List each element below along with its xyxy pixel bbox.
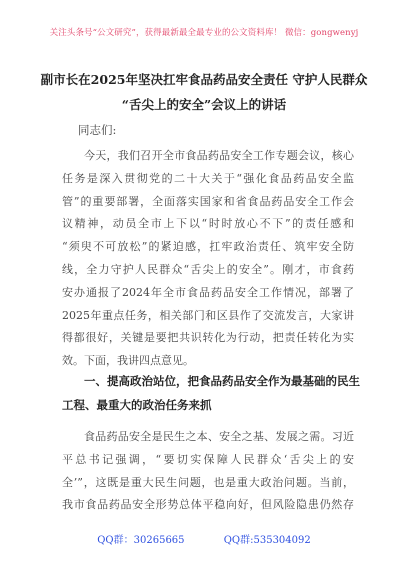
paragraph-line: 平总书记强调，“要切实保障人民群众‘舌尖上的安 (62, 452, 354, 466)
greeting: 同志们: (78, 123, 117, 137)
paragraph-1 (62, 145, 354, 373)
paragraph-line: “须臾不可放松”的紧迫感，扛牢政治责任、筑牢安全防 (62, 240, 354, 254)
footer-contacts (0, 531, 408, 546)
paragraph-line: 全’”，这既是重大民生问题，也是重大政治问题。当前， (62, 475, 354, 489)
paragraph-line: 安办通报了2024年全市食品药品安全工作情况，部署了 (62, 285, 354, 299)
paragraph-2 (62, 426, 354, 517)
paragraph-line: 2025年重点任务，相关部门和区县作了交流发言，大家讲 (62, 308, 354, 322)
paragraph-line: 我市食品药品安全形势总体平稳向好，但风险隐患仍然存 (62, 498, 354, 512)
title-line-2: “舌尖上的安全”会议上的讲话 (121, 97, 287, 112)
paragraph-line: 食品药品安全是民生之本、安全之基、发展之需。习近 (84, 430, 354, 443)
header-promo-note: 关注头条号“公文研究”，获得最新最全最专业的公文资料库！ 微信：gongwenyj (49, 28, 359, 38)
paragraph-line: 效。下面，我讲四点意见。 (62, 354, 194, 368)
paragraph-line: 任务是深入贯彻党的二十大关于“强化食品药品安全监 (62, 171, 354, 185)
paragraph-line: 得都很好，关键是要把共识转化为行动，把责任转化为实 (62, 331, 354, 345)
paragraph-line: 议精神，动员全市上下以“时时放心不下”的责任感和 (62, 217, 354, 231)
title-line-1: 副市长在2025年坚决扛牢食品药品安全责任 守护人民群众 (40, 72, 368, 87)
section-heading-1 (62, 370, 360, 417)
heading-line: 工程、最重大的政治任务来抓 (62, 397, 212, 412)
heading-line: 一、提高政治站位，把食品药品安全作为最基础的民生 (84, 374, 360, 388)
paragraph-line: 管”的重要部署，全面落实国家和省食品药品安全工作会 (62, 194, 354, 208)
footer-qq-group-2: QQ群:535304092 (223, 535, 311, 546)
footer-qq-group-1: QQ群：30265665 (97, 535, 185, 546)
paragraph-line: 今天，我们召开全市食品药品安全工作专题会议，核心 (84, 149, 354, 162)
paragraph-line: 线，全力守护人民群众“舌尖上的安全”。刚才，市食药 (62, 262, 354, 276)
